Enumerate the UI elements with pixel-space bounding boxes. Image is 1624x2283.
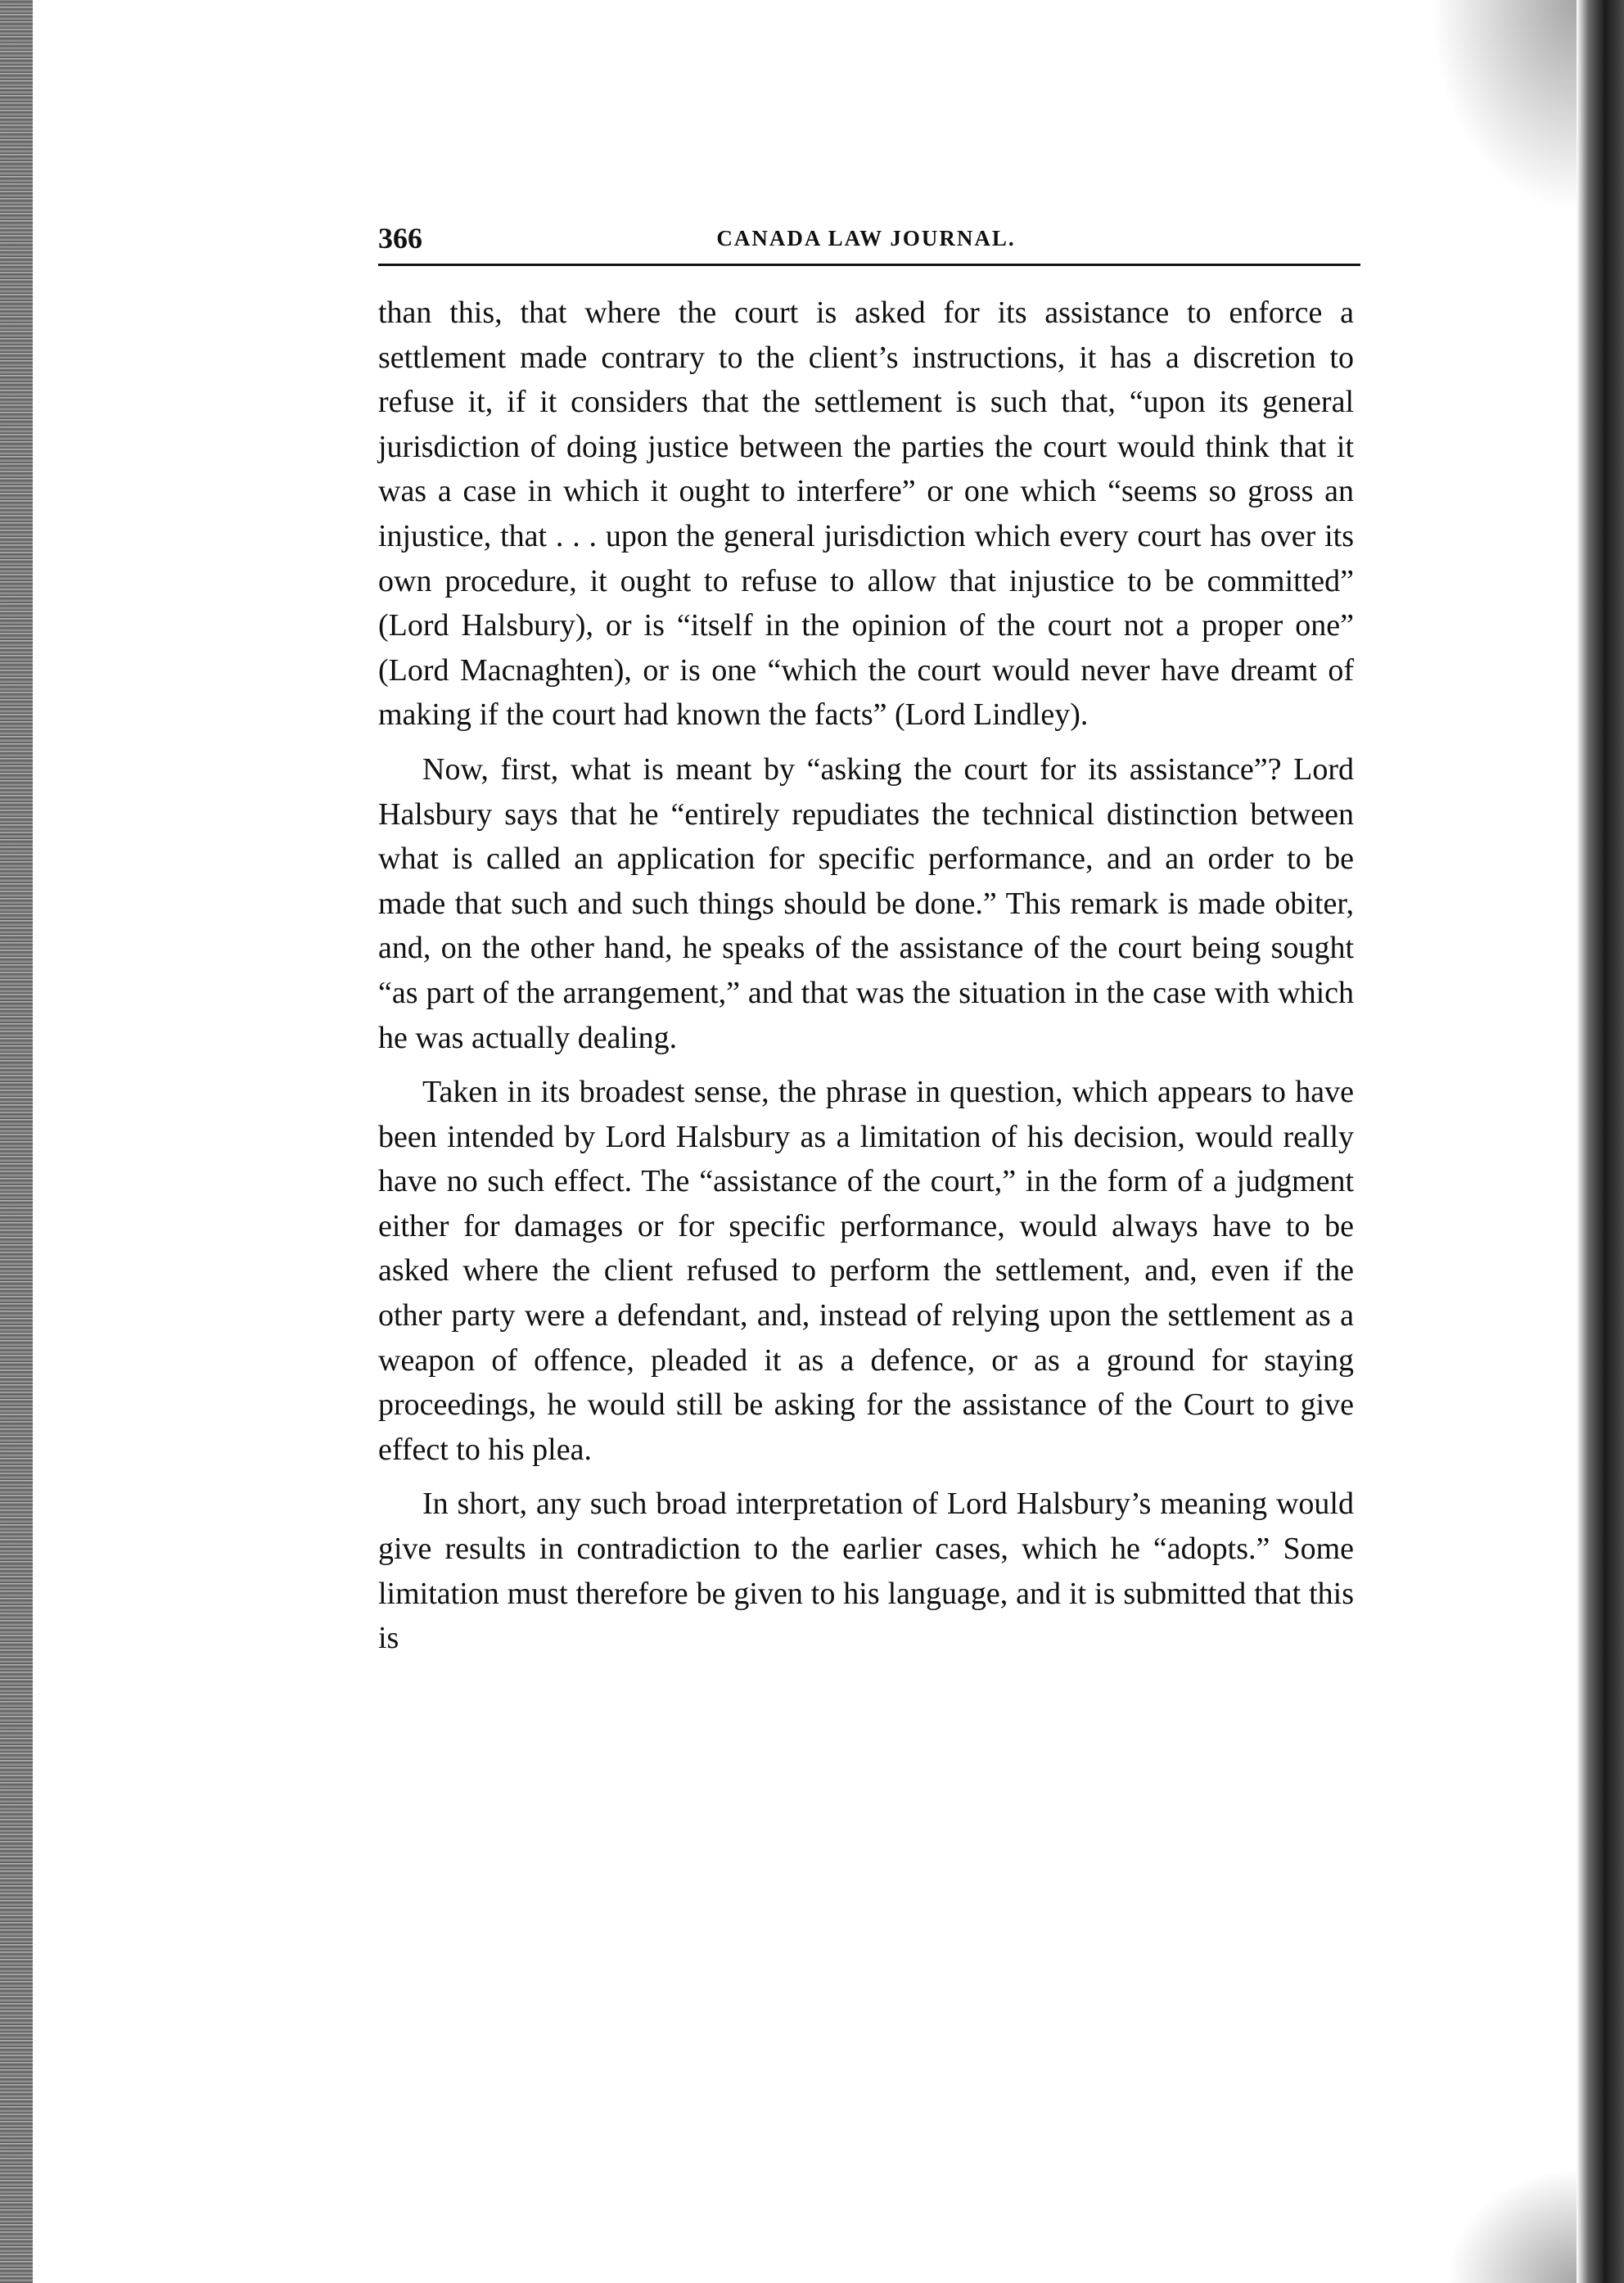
journal-page — [378, 221, 1354, 1671]
page-number: 366 — [378, 222, 422, 255]
running-head — [378, 221, 1354, 262]
paragraph-in-short: In short, any such broad interpretation of Lord Halsbury’s meaning would give results in contradiction to the earlier cases, which he “adopts.” Some limitation must therefore be given to his language, and it is submitted that this is — [378, 1487, 1354, 1656]
paragraph-continued: than this, that where the court is asked for its assistance to enforce a settlement made contrary to the client’s instructions, it has a discretion to refuse it, if it considers that the settlement is such that, “upon its general jurisdiction of doing justice between the parties the court would think that it was a case in which it ought to interfere” or one which “seems so gross an injustice, that . . . upon the general jurisdiction which every court has over its own procedure, it ought to refuse to allow that injustice to be committed” (Lord Halsbury), or is “itself in the opinion of the court not a proper one” (Lord Macnaghten), or is one “which the court would never have dreamt of making if the court had known the facts” (Lord Lindley). — [378, 296, 1354, 733]
scan-shadow-corner-bottom — [1446, 2168, 1577, 2283]
header-rule — [378, 264, 1360, 266]
paragraph-broadest-sense: Taken in its broadest sense, the phrase in question, which appears to have been intended by Lord Halsbury as a limitation of his decision, would really have no such effect. The “assistance of the court,” in the form of a judgment either for damages or for specific performance, would always have to be asked where the client refused to perform the settlement, and, even if the other party were a defendant, and, instead of relying upon the settlement as a weapon of offence, pleaded it as a defence, or as a ground for staying proceedings, he would still be asking for the assistance of the Court to give effect to his plea. — [378, 1075, 1354, 1467]
journal-title: CANADA LAW JOURNAL. — [716, 226, 1016, 250]
scan-shadow-right — [1577, 0, 1624, 2283]
scan-shadow-left — [0, 0, 33, 2283]
paragraph-asking-assistance: Now, first, what is meant by “asking the court for its assistance”? Lord Halsbury says that he “entirely repudiates the technical distinction between what is called an application for specific performance, and an order to be made that such and such things should be done.” This remark is made obiter, and, on the other hand, he speaks of the assistance of the court being sought “as part of the arrangement,” and that was the situation in the case with which he was actually dealing. — [378, 751, 1354, 1055]
scan-shadow-corner-top — [1429, 0, 1577, 213]
